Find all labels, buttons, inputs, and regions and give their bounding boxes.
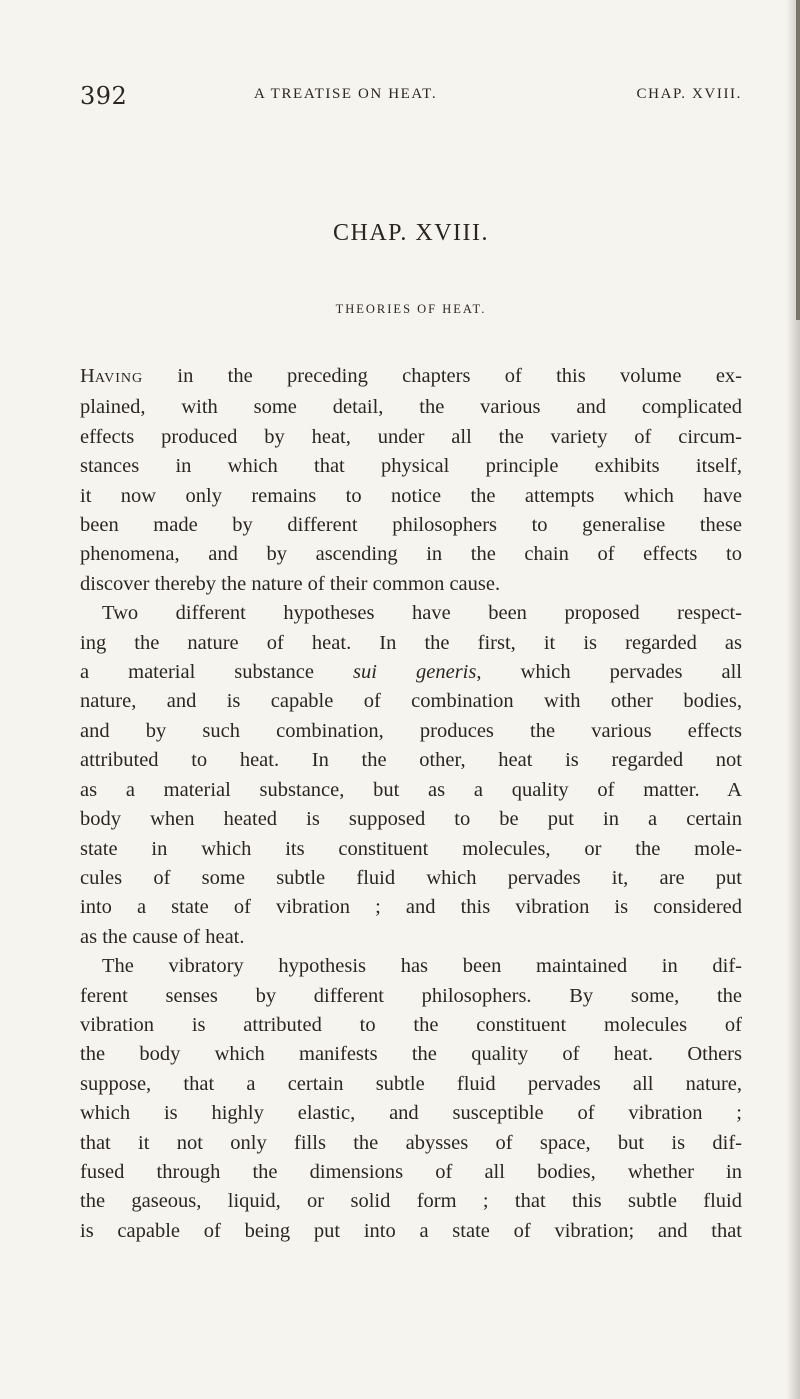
text-line-part: , which pervades all	[476, 661, 743, 684]
chapter-title: CHAP. XVIII.	[333, 220, 489, 246]
text-line: the gaseous, liquid, or solid form ; that this subtle fluid	[80, 1190, 742, 1213]
paragraph-2	[80, 599, 742, 952]
text-line: plained, with some detail, the various and complicated	[80, 396, 742, 419]
page-number: 392	[80, 82, 128, 110]
running-chapter: CHAP. XVIII.	[636, 86, 742, 102]
text-line: state in which its constituent molecules, or the mole-	[80, 837, 742, 860]
text-line: the body which manifests the quality of heat. Others	[80, 1043, 742, 1066]
text-line: and by such combination, produces the various effects	[80, 719, 742, 742]
text-line: ing the nature of heat. In the first, it is regarded as	[80, 631, 742, 654]
text-line: The vibratory hypothesis has been maintained in dif-	[102, 955, 742, 978]
text-line: Two different hypotheses have been proposed respect-	[102, 602, 742, 625]
dropcap-initial: H	[80, 365, 95, 387]
text-line: as a material substance, but as a quality of matter. A	[80, 778, 742, 801]
text-line: as the cause of heat.	[80, 925, 245, 948]
text-line: vibration is attributed to the constituent molecules of	[80, 1013, 742, 1036]
dropcap-smallcaps: AVING	[94, 371, 144, 386]
text-line: suppose, that a certain subtle fluid pervades all nature,	[80, 1072, 742, 1095]
text-line: been made by different philosophers to generalise these	[80, 514, 742, 537]
page-edge-binding	[796, 0, 800, 320]
text-line: cules of some subtle fluid which pervades it, are put	[80, 866, 742, 889]
text-line-part: in the preceding chapters of this volume ex-	[143, 365, 742, 387]
text-line: it now only remains to notice the attempts which have	[80, 484, 742, 507]
italic-phrase: sui generis	[353, 661, 477, 684]
paragraph-1	[80, 362, 742, 599]
text-line: into a state of vibration ; and this vibration is considered	[80, 896, 742, 919]
text-line: which is highly elastic, and susceptible of vibration ;	[80, 1102, 742, 1125]
running-head	[80, 82, 742, 112]
text-line: body when heated is supposed to be put in a certain	[80, 808, 742, 831]
chapter-subtitle: THEORIES OF HEAT.	[335, 302, 487, 316]
paragraph-3	[80, 952, 742, 1246]
text-line: that it not only fills the abysses of space, but is dif-	[80, 1131, 742, 1154]
text-line: fused through the dimensions of all bodies, whether in	[80, 1160, 742, 1183]
body-text	[80, 362, 742, 1246]
text-line: effects produced by heat, under all the variety of circum-	[80, 425, 742, 448]
running-title: A TREATISE ON HEAT.	[254, 86, 438, 102]
text-line: stances in which that physical principle exhibits itself,	[80, 455, 742, 478]
text-line: nature, and is capable of combination with other bodies,	[80, 690, 742, 713]
text-line: phenomena, and by ascending in the chain of effects to	[80, 543, 742, 566]
text-line: ferent senses by different philosophers. By some, the	[80, 984, 742, 1007]
text-line	[80, 362, 742, 393]
text-line: attributed to heat. In the other, heat is regarded not	[80, 749, 742, 772]
text-line: discover thereby the nature of their common cause.	[80, 572, 501, 595]
text-line-part: a material substance	[80, 661, 354, 684]
text-line	[80, 658, 742, 687]
text-line: is capable of being put into a state of vibration; and that	[80, 1219, 742, 1242]
